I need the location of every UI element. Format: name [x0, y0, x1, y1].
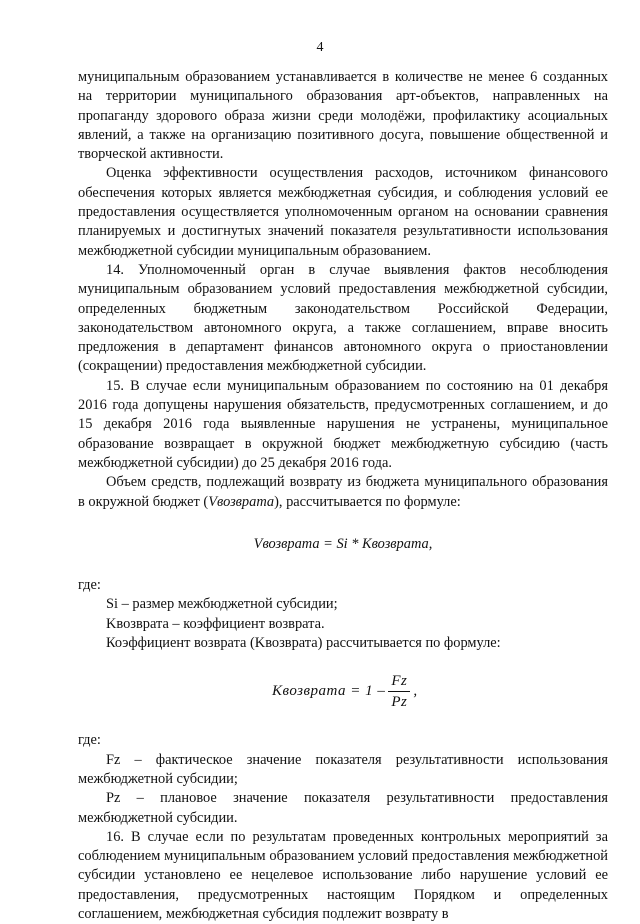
paragraph-refund-volume [78, 473, 608, 512]
refund-formula: Vвозврата = Si * Kвозврата, [253, 535, 433, 552]
paragraph-clause-16: 16. В случае если по результатам проведенных контрольных мероприятий за соблюдением муниципальным образованием условий предоставления межбюджетной субсидии установлено ее нецелевое использование либо нарушение условий ее предоставления, предусмотренных настоящим Порядком и определенных соглашением, межбюджетная субсидия подлежит возврату в [78, 828, 608, 922]
paragraph-art-objects: муниципальным образованием устанавливается в количестве не менее 6 созданных на территории муниципального образования арт-объектов, направленных на пропаганду здорового образа жизни среди молодёжи, профилактику асоциальных явлений, а также на организацию позитивного досуга, повышение общественной и творческой активности. [78, 69, 608, 163]
page-number: 4 [316, 40, 324, 55]
refund-volume-text-end: ), рассчитывается по формуле: [274, 493, 461, 510]
refund-volume-text-start: Объем средств, подлежащий возврату из бюджета муниципального образования в окружной бюджет ( [78, 474, 608, 510]
refund-volume-variable: Vвозврата [208, 493, 275, 510]
document-body [78, 68, 608, 924]
definition-fz: Fz – фактическое значение показателя результативности использования межбюджетной субсидии; [78, 751, 608, 787]
coefficient-formula-left: Kвозврата = 1 – [272, 682, 386, 699]
definition-si: Si – размер межбюджетной субсидии; [106, 596, 338, 613]
coefficient-formula-end: , [413, 682, 418, 699]
paragraph-efficiency-assessment: Оценка эффективности осуществления расходов, источником финансового обеспечения которых является межбюджетная субсидия, и соблюдения условий ее предоставления осуществляется уполномоченным органом на основании сравнения планируемых и достигнутых значений показателя результативности использования межбюджетной субсидии муниципальным образованием. [78, 165, 608, 259]
paragraph-clause-14: 14. Уполномоченный орган в случае выявления фактов несоблюдения муниципальным образованием условий предоставления межбюджетной субсидии, определенных бюджетным законодательством Российской Федерации, законодательством автономного округа, а также соглашением, вправе вносить предложения в департамент финансов автономного округа о приостановлении (сокращении) предоставления межбюджетной субсидии. [78, 261, 608, 375]
fraction-numerator: Fz [388, 672, 410, 692]
definition-k: Kвозврата – коэффициент возврата. [106, 615, 325, 632]
coefficient-intro: Коэффициент возврата (Kвозврата) рассчитывается по формуле: [106, 635, 501, 652]
definition-pz: Pz – плановое значение показателя результативности предоставления межбюджетной субсидии. [78, 790, 608, 826]
paragraph-clause-15: 15. В случае если муниципальным образованием по состоянию на 01 декабря 2016 года допущены нарушения обязательств, предусмотренных соглашением, и до 15 декабря 2016 года выявленные нарушения не устранены, муниципальное образование возвращает в окружной бюджет межбюджетную субсидию (часть межбюджетной субсидии) до 25 декабря 2016 года. [78, 377, 608, 471]
fraction-denominator: Pz [391, 693, 408, 710]
coefficient-formula [78, 669, 608, 713]
coefficient-fraction [388, 672, 410, 711]
where-label-2: где: [78, 732, 101, 749]
where-label-1: где: [78, 577, 101, 594]
